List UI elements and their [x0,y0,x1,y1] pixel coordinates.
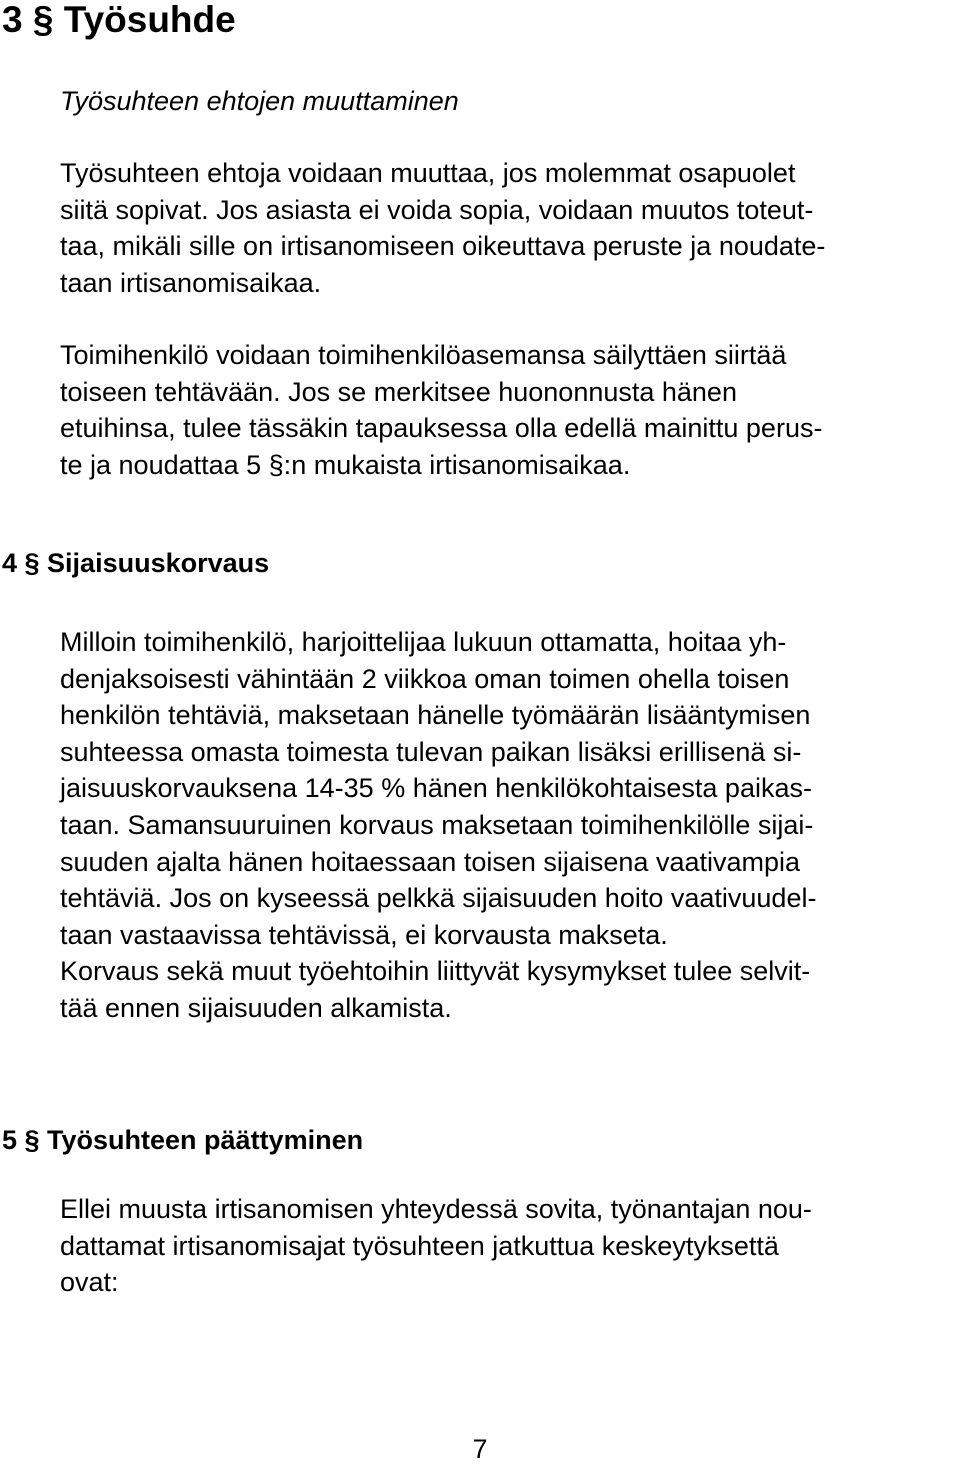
text-line: henkilön tehtäviä, maksetaan hänelle työmäärän lisääntymisen [60,700,811,731]
text-line: taa, mikäli sille on irtisanomiseen oikeuttava peruste ja noudate- [60,231,826,262]
text-line: ovat: [60,1267,119,1298]
text-line: siitä sopivat. Jos asiasta ei voida sopia, voidaan muutos toteut- [60,194,814,225]
section-4-paragraph-1 [60,624,816,1027]
text-line: taan vastaavissa tehtävissä, ei korvausta makseta. [60,919,668,950]
text-line: jaisuuskorvauksena 14-35 % hänen henkilökohtaisesta paikas- [60,773,812,804]
text-line: taan irtisanomisaikaa. [60,267,322,298]
text-line: toiseen tehtävään. Jos se merkitsee huononnusta hänen [60,376,737,407]
text-line: taan. Samansuuruinen korvaus maksetaan toimihenkilölle sijai- [60,809,814,840]
text-line: etuihinsa, tulee tässäkin tapauksessa olla edellä mainittu perus- [60,413,823,444]
text-line: tää ennen sijaisuuden alkamista. [60,992,452,1023]
text-line: te ja noudattaa 5 §:n mukaista irtisanomisaikaa. [60,449,631,480]
section-3-heading: 3 § Työsuhde [2,0,236,40]
text-line: suhteessa omasta toimesta tulevan paikan lisäksi erillisenä si- [60,736,802,767]
section-4-heading: 4 § Sijaisuuskorvaus [2,548,270,578]
section-3-paragraph-1 [60,155,825,301]
text-line: tehtäviä. Jos on kyseessä pelkkä sijaisuuden hoito vaativuudel- [60,883,817,914]
text-line: denjaksoisesti vähintään 2 viikkoa oman toimen ohella toisen [60,663,790,694]
text-line: suuden ajalta hänen hoitaessaan toisen sijaisena vaativampia [60,846,801,877]
text-line: Korvaus sekä muut työehtoihin liittyvät kysymykset tulee selvit- [60,956,811,987]
text-line: Työsuhteen ehtoja voidaan muuttaa, jos molemmat osapuolet [60,158,796,188]
section-5-heading: 5 § Työsuhteen päättyminen [2,1125,364,1155]
section-5-paragraph-1 [60,1191,812,1301]
text-line: Ellei muusta irtisanomisen yhteydessä sovita, työnantajan nou- [60,1194,812,1224]
section-3-subheading: Työsuhteen ehtojen muuttaminen [60,86,459,116]
section-3-paragraph-2 [60,337,822,483]
text-line: Toimihenkilö voidaan toimihenkilöasemansa säilyttäen siirtää [60,340,787,370]
text-line: dattamat irtisanomisajat työsuhteen jatkuttua keskeytyksettä [60,1230,779,1261]
page-number: 7 [472,1434,488,1464]
text-line: Milloin toimihenkilö, harjoittelijaa lukuun ottamatta, hoitaa yh- [60,627,787,657]
